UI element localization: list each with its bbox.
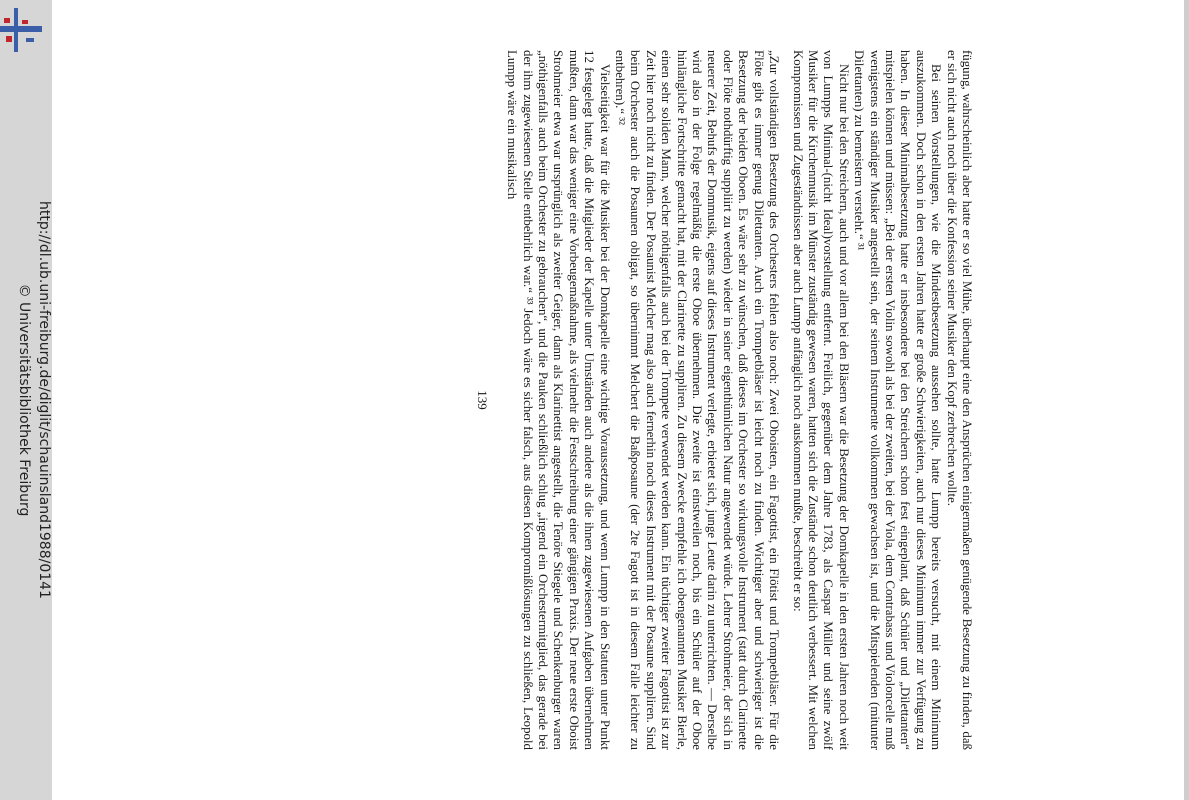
scrollbar[interactable] — [1184, 0, 1189, 800]
university-logo-icon — [0, 8, 46, 52]
quotation-paragraph: „Zur vollständigen Besetzung des Orchesters fehlen also noch: Zwei Oboisten, ein Fagottist, ein Flötist und Trompetbläser. Für die Flöte gibt es immer genug Dilettanten. Auch ein Trompetbläser ist leicht noch zu finden. Wichtiger aber und schwieriger ist die Besetzung der beiden Oboen. Es wäre sehr zu wünschen, daß dieses im Orchester so wirkungsvolle Instrument (statt durch Clarinette oder Flöte nothdürftig suppliirt zu werden) wieder in seiner eigenthümlichen Natur angewendet würde. Lehrer Strohmeier, der sich in neuerer Zeit, Behufs der Dommusik, eigens auf dieses Instrument verlegte, erbietet sich, junge Leute darin zu unterrichten. — Derselbe wird also in der Folge regelmäßig die erste Oboe übernehmen. Die zweite ist einstweilen noch, bis ein Schüler auf der Oboe hinlängliche Fortschritte gemacht hat, mit der Clarinette zu suppliren. Zu diesem Zwecke empfehle ich obengenannten Musiker Bierle, einen sehr soliden Mann, welcher nöthigenfalls auch bei der Trompete verwendet werden kann. Ein tüchtiger zweiter Fagottist ist zur Zeit hier noch nicht zu finden. Der Posaunist Melcher mag also auch fernerhin noch dieses Instrument mit der Posaune suppliren. Sind beim Orchester auch die Posaunen obligat, so übernimmt Melchert die Baßposaune (der 2te Fagott ist in diesem Falle leichter zu entbehren).“ ³² — [613, 50, 782, 750]
paragraph: fügung, wahrscheinlich aber hatte er so viel Mühe, überhaupt eine den Ansprüchen einigermaßen genügende Besetzung zu finden, daß er sich nicht auch noch über die Konfession seiner Musiker den Kopf zerbrechen wollte. — [944, 50, 974, 750]
viewer-sidebar — [0, 0, 52, 800]
scanned-page — [254, 50, 974, 750]
source-url[interactable]: http://dl.ub.uni-freiburg.de/diglit/schauinsland1988/0141 — [36, 201, 52, 599]
page-number: 139 — [474, 390, 490, 410]
copyright-notice: © Universitätsbibliothek Freiburg — [16, 283, 32, 517]
paragraph: Vielseitigkeit war für die Musiker bei der Domkapelle eine wichtige Voraussetzung, und wenn Lumpp in den Statuten unter Punkt 12 festgelegt hatte, daß die Mitglieder der Kapelle unter Umständen auch andere als die ihnen zugewiesenen Aufgaben übernehmen mußten, dann war das weniger eine Vorbeugemaßnahme, als vielmehr die Festschreibung einer gängigen Praxis. Der neue erste Oboist Strohmeier etwa war ursprünglich als zweiter Geiger, dann als Klarinettist angestellt, die Tenöre Stiegele und Schenkenburger waren „nöthigenfalls auch beim Orchester zu gebrauchen“, und die Pauken schließlich schlug „irgend ein Orchestermitglied, das gerade bei der ihm zugewiesenen Stelle entbehrlich war.“ ³³ Jedoch wäre es sicher falsch, aus diesen Kompromißlösungen zu schließen, Leopold Lumpp wäre ein musikalisch — [505, 50, 612, 750]
paragraph: Bei seinen Vorstellungen, wie die Mindestbesetzung aussehen sollte, hatte Lumpp bereits versucht, mit einem Minimum auszukommen. Doch schon in den ersten Jahren hatte er große Schwierigkeiten, auch nur dieses Minimum immer zur Verfügung zu haben. In dieser Minimalbesetzung hatte er insbesondere bei den Streichern schon fest eingeplant, daß Schüler und „Dilettanten“ mitspielen können und müssen: „Bei der ersten Violin sowohl als bei der zweiten, bei der Viola, dem Contrabass und Violoncelle muß wenigstens ein ständiger Musiker angestellt sein, der seinem Instrumente vollkommen gewachsen ist, und die Mitspielenden (mitunter Dilettanten) zu bemeistern versteht.“ ³¹ — [852, 50, 944, 750]
page-body — [504, 50, 974, 750]
source-info — [14, 201, 54, 599]
paragraph: Nicht nur bei den Streichern, auch und vor allem bei den Bläsern war die Besetzung der Domkapelle in den ersten Jahren noch weit von Lumpps Minimal-(nicht Ideal)vorstellung entfernt. Freilich, gegenüber dem Jahre 1783, als Caspar Müller und seine zwölf Musiker für die Kirchenmusik im Münster zuständig gewesen waren, hatten sich die Zustände schon deutlich verbessert. Mit welchen Kompromissen und Zugeständnissen aber auch Lumpp anfänglich noch auskommen mußte, beschreibt er so: — [790, 50, 851, 750]
